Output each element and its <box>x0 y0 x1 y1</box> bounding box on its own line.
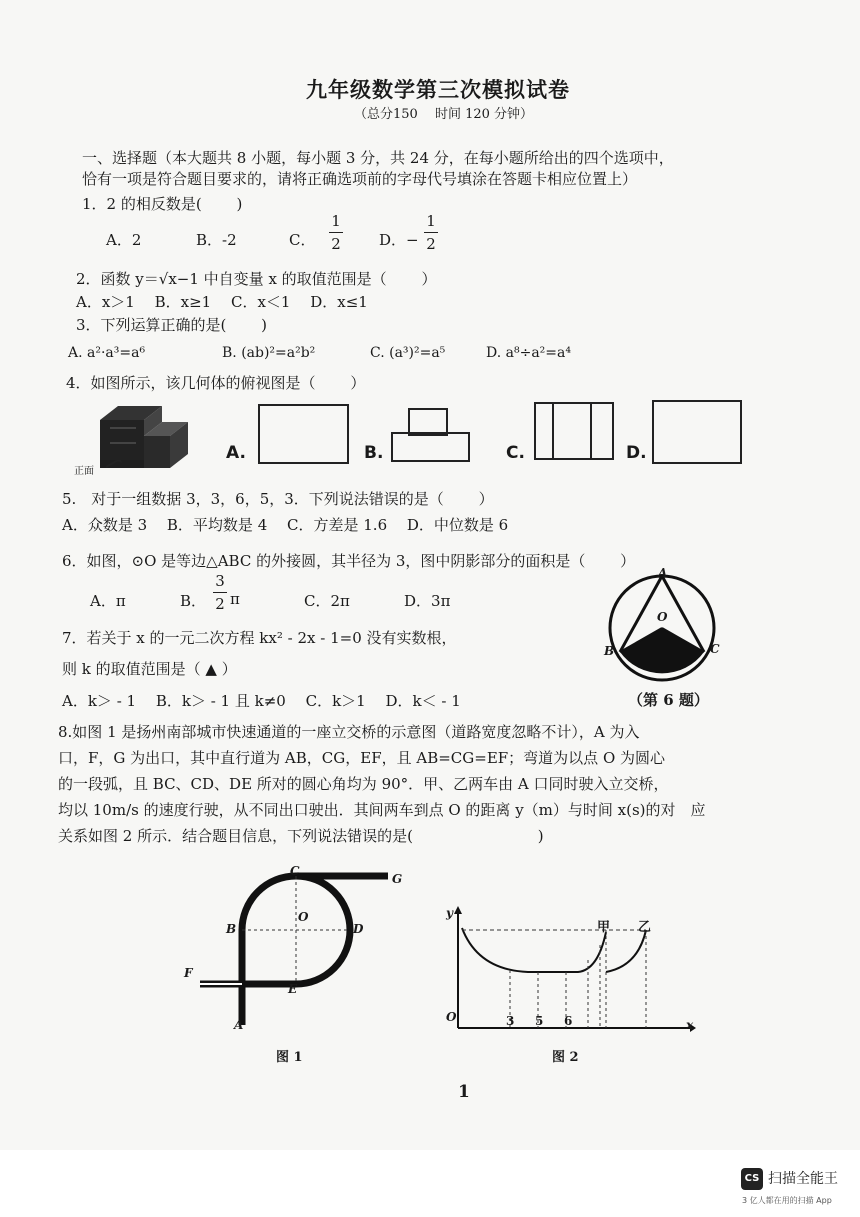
fig1-point-g: G <box>392 872 403 886</box>
q1-c-fraction <box>329 212 343 253</box>
fig2-label-yi: 乙 <box>638 920 652 935</box>
q8-line-1: 8.如图 1 是扬州南部城市快速通道的一座立交桥的示意图（道路宽度忽略不计），A 为入 <box>58 723 640 741</box>
fig1-point-f: F <box>184 966 193 980</box>
q1-option-d: D．− <box>379 231 419 249</box>
q1-option-c: C． <box>289 231 316 249</box>
figure-1-caption: 图 1 <box>276 1050 303 1065</box>
q4-stem: 4．如图所示，该几何体的俯视图是（ ） <box>66 374 366 392</box>
front-arrow-icon <box>104 455 124 469</box>
q6-stem: 6．如图，⊙O 是等边△ABC 的外接圆，其半径为 3，图中阴影部分的面积是（ ） <box>62 552 636 570</box>
section-heading: 一、选择题（本大题共 8 小题，每小题 3 分，共 24 分，在每小题所给出的四个选项中， <box>82 149 674 167</box>
q1-c-numerator: 1 <box>331 212 341 230</box>
q6-option-b: B． <box>180 592 207 610</box>
q6-point-c: C <box>710 642 720 656</box>
q5-options: A．众数是 3 B．平均数是 4 C．方差是 1.6 D．中位数是 6 <box>62 516 509 534</box>
fig1-point-c: C <box>290 864 300 878</box>
q6-option-c: C．2π <box>304 592 350 610</box>
q4-option-d-shape <box>652 400 742 464</box>
q6-figure-caption: （第 6 题） <box>628 691 709 709</box>
q3-option-a: A. a²·a³=a⁶ <box>68 345 146 361</box>
camscanner-logo-icon: CS <box>741 1168 763 1190</box>
fig1-point-e: E <box>288 982 298 996</box>
q6-circle-figure <box>598 568 728 688</box>
q8-line-2: 口，F，G 为出口，其中直行道为 AB，CG，EF，且 AB=CG=EF；弯道为以点 O 为圆心 <box>58 749 666 767</box>
q5-stem: 5. 对于一组数据 3，3，6，5，3．下列说法错误的是（ ） <box>62 490 494 508</box>
fig2-label-jia: 甲 <box>597 920 611 935</box>
q6-b-denominator: 2 <box>215 595 225 613</box>
q2-options: A．x＞1 B．x≥1 C．x＜1 D．x≤1 <box>76 293 368 311</box>
q4-option-d-label: D. <box>626 443 647 463</box>
q6-point-b: B <box>604 644 615 658</box>
fig1-point-d: D <box>353 922 364 936</box>
fig1-point-a: A <box>234 1018 244 1032</box>
q4-option-c-divider-2 <box>590 402 592 460</box>
fig2-x-axis-label: x <box>686 1018 694 1032</box>
q7-stem-2: 则 k 的取值范围是（ ▲ ） <box>62 660 237 678</box>
q4-option-b-label: B. <box>364 443 384 463</box>
q4-option-a-label: A. <box>226 443 246 463</box>
q4-option-a-shape <box>258 404 349 464</box>
q4-option-b-base <box>391 432 470 462</box>
q3-option-c: C. (a³)²=a⁵ <box>370 345 446 361</box>
q6-point-o: O <box>657 610 668 624</box>
q1-d-denominator: 2 <box>426 235 436 253</box>
q1-option-a: A．2 <box>106 231 142 249</box>
q7-stem: 7．若关于 x 的一元二次方程 kx² - 2x - 1=0 没有实数根， <box>62 629 457 647</box>
q6-option-b-tail: π <box>230 590 240 608</box>
camscanner-tagline: 3 亿人都在用的扫描 App <box>742 1196 832 1205</box>
q4-option-c-divider-1 <box>552 402 554 460</box>
q4-option-c-label: C. <box>506 443 525 463</box>
scanner-footer <box>0 1150 860 1217</box>
fig2-tick-3: 3 <box>506 1014 515 1028</box>
page-number: 1 <box>458 1082 470 1102</box>
q1-option-b: B．-2 <box>196 231 237 249</box>
section-heading-2: 恰有一项是符合题目要求的，请将正确选项前的字母代号填涂在答题卡相应位置上） <box>82 170 638 188</box>
q6-option-d: D．3π <box>404 592 451 610</box>
q7-options: A．k＞ - 1 B．k＞ - 1 且 k≠0 C．k＞1 D．k＜ - 1 <box>62 692 461 710</box>
q4-option-c-shape <box>534 402 614 460</box>
front-label: 正面 <box>74 466 94 477</box>
q1-stem: 1．2 的相反数是( ) <box>82 195 243 213</box>
q3-option-d: D. a⁸÷a²=a⁴ <box>486 345 571 361</box>
fig2-tick-5: 5 <box>535 1014 544 1028</box>
camscanner-app-name: 扫描全能王 <box>768 1171 838 1187</box>
fig2-origin-label: O <box>446 1010 457 1024</box>
q3-stem: 3．下列运算正确的是( ) <box>76 316 268 334</box>
q2-stem: 2．函数 y＝√x−1 中自变量 x 的取值范围是（ ） <box>76 270 437 288</box>
q8-line-4: 均以 10m/s 的速度行驶，从不同出口驶出．其间两车到点 O 的距离 y（m）与时间 x(s)的对 应 <box>58 801 706 819</box>
q6-b-numerator: 3 <box>215 572 225 590</box>
fig1-point-b: B <box>226 922 237 936</box>
fig1-point-o: O <box>298 910 309 924</box>
q1-d-numerator: 1 <box>426 212 436 230</box>
page-subtitle: （总分150 时间 120 分钟） <box>354 107 534 122</box>
q8-line-5: 关系如图 2 所示．结合题目信息，下列说法错误的是( ) <box>58 827 544 845</box>
q1-d-fraction <box>424 212 438 253</box>
fig2-tick-6: 6 <box>564 1014 573 1028</box>
q6-b-fraction <box>213 572 227 613</box>
q3-option-b: B. (ab)²=a²b² <box>222 345 316 361</box>
fig2-y-axis-label: y <box>446 906 453 920</box>
q8-line-3: 的一段弧，且 BC、CD、DE 所对的圆心角均为 90°．甲、乙两车由 A 口同时驶入立交桥， <box>58 775 669 793</box>
q6-option-a: A．π <box>90 592 126 610</box>
q8-figure-1 <box>180 860 410 1040</box>
q1-c-denominator: 2 <box>331 235 341 253</box>
page-title: 九年级数学第三次模拟试卷 <box>306 77 570 102</box>
figure-2-caption: 图 2 <box>552 1050 579 1065</box>
q6-point-a: A <box>658 566 668 580</box>
